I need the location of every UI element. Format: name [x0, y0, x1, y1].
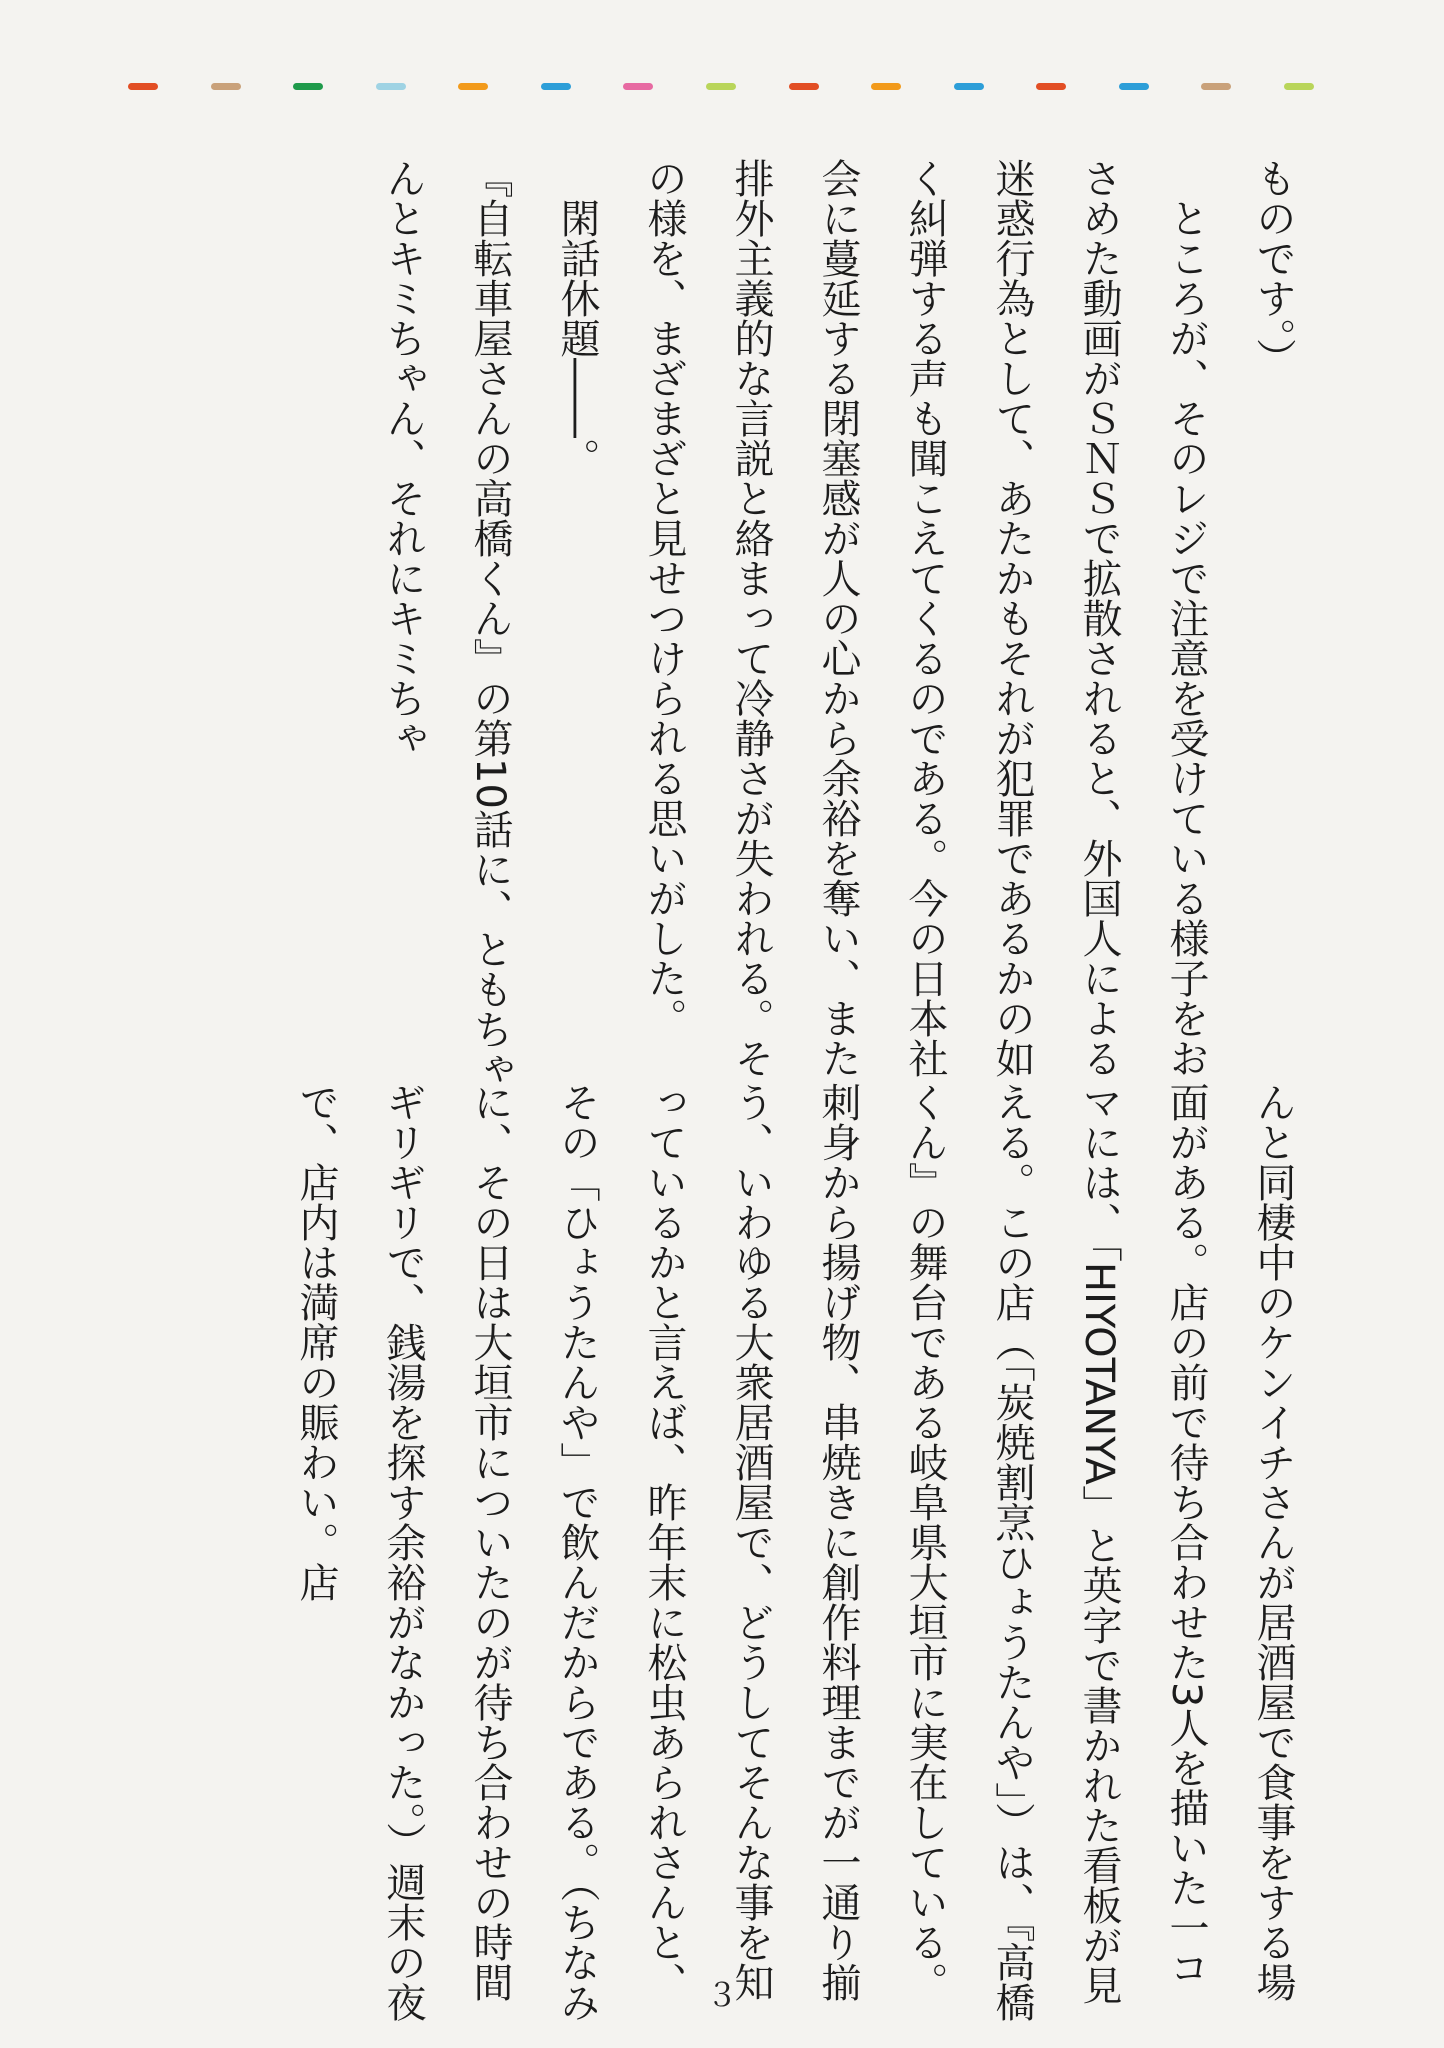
- text-block-top: [130, 158, 1316, 1098]
- decorative-dash: [211, 83, 241, 90]
- text-block-bottom: [130, 1082, 1316, 2022]
- decorative-dash: [1201, 83, 1231, 90]
- decorative-dash: [1036, 83, 1066, 90]
- decorative-dash: [623, 83, 653, 90]
- decorative-dash: [458, 83, 488, 90]
- paragraph: ところが、そのレジで注意を受けている様子をおさめた動画がＳＮＳで拡散されると、外国人による迷惑行為として、あたかもそれが犯罪であるかの如く糾弾する声も聞こえてくるのである。今の日本社会に蔓延する閉塞感が人の心から余裕を奪い、また排外主義的な言説と絡まって冷静さが失われる。その様を、まざまざと見せつけられる思いがした。: [641, 158, 1209, 1078]
- decorative-dash: [293, 83, 323, 90]
- decorative-dash: [1284, 83, 1314, 90]
- paragraph: んと同棲中のケンイチさんが居酒屋で食事をする場面がある。店の前で待ち合わせた3人を描いた一コマには、「HIYOTANYA」と英字で書かれた看板が見える。この店（「炭焼割烹ひょうたんや」）は、『高橋くん』の舞台である岐阜県大垣市に実在している。刺身から揚げ物、串焼きに創作料理までが一通り揃う、いわゆる大衆居酒屋で、どうしてそんな事を知っているかと言えば、昨年末に松虫あられさんと、その「ひょうたんや」で飲んだからである。（ちなみに、その日は大垣市についたのが待ち合わせの時間ギリギリで、銭湯を探す余裕がなかった。）週末の夜で、店内は満席の賑わい。店: [293, 1082, 1296, 2022]
- decorative-dash: [376, 83, 406, 90]
- decorative-dash: [1119, 83, 1149, 90]
- page-number: ３: [705, 1977, 738, 2013]
- paragraph: 『自転車屋さんの高橋くん』の第10話に、ともちゃんとキミちゃん、それにキミちゃ: [380, 158, 513, 1089]
- paragraph: 閑話休題――。: [554, 198, 600, 478]
- paragraph: ものです。）: [1250, 158, 1296, 378]
- decorative-dash: [789, 83, 819, 90]
- decorative-dash: [954, 83, 984, 90]
- decorative-dash: [706, 83, 736, 90]
- decorative-dash-row: [128, 83, 1314, 91]
- decorative-dash: [871, 83, 901, 90]
- decorative-dash: [541, 83, 571, 90]
- decorative-dash: [128, 83, 158, 90]
